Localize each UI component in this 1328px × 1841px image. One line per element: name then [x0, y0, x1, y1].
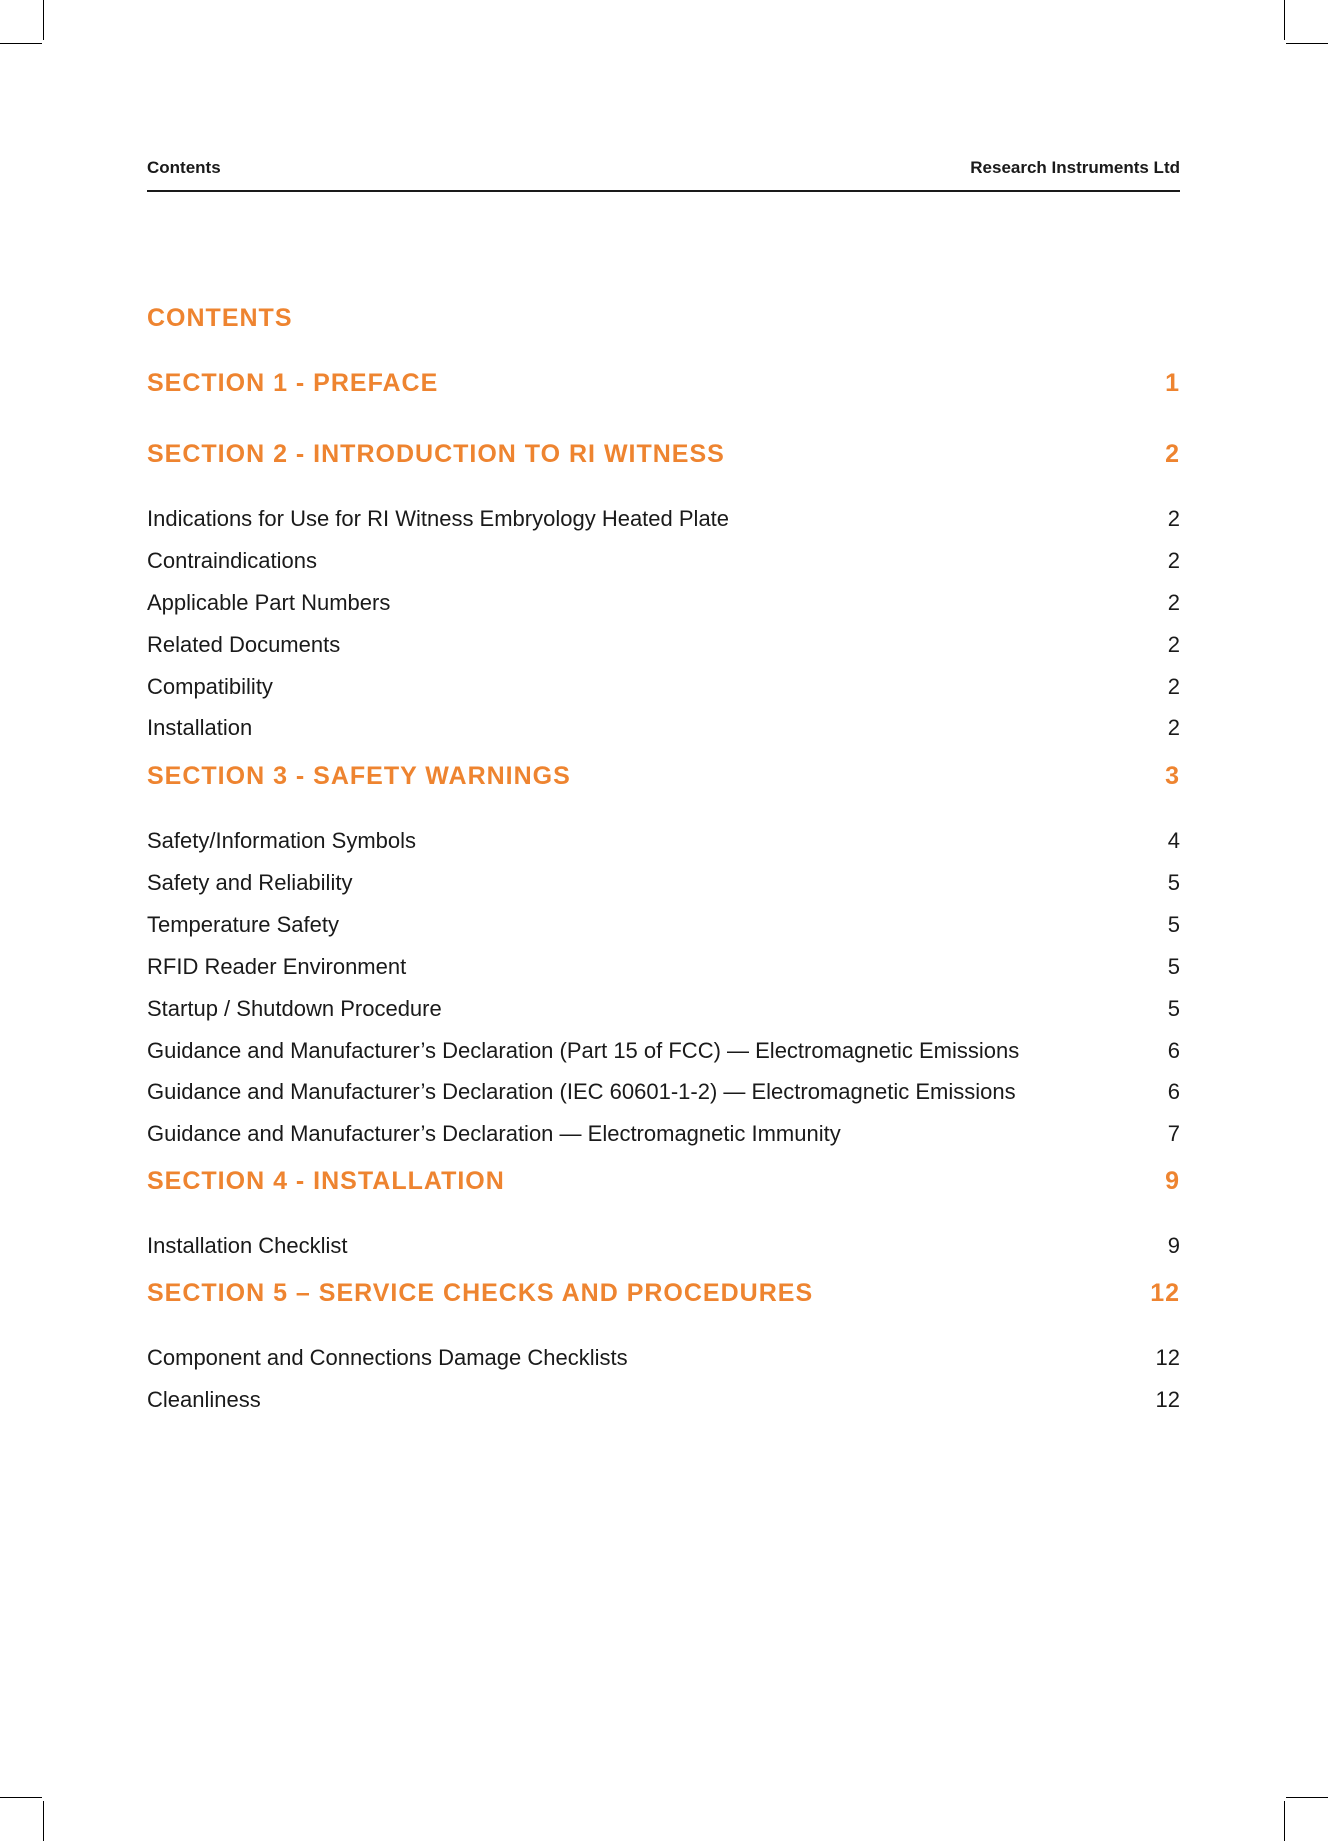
- page-header: [147, 156, 1180, 192]
- toc-section-row[interactable]: [147, 1279, 1180, 1308]
- header-section-name: Contents: [147, 158, 221, 177]
- toc-section-page: 1: [1165, 369, 1180, 397]
- toc-section-page: 2: [1165, 440, 1180, 468]
- toc-entry-page: 2: [1167, 548, 1180, 573]
- toc-entry-label: Component and Connections Damage Checklists: [147, 1345, 628, 1370]
- page-title: CONTENTS: [147, 304, 293, 332]
- crop-mark-bottom-right-vertical: [1284, 1801, 1285, 1841]
- toc-entry-label: Guidance and Manufacturer’s Declaration — Electromagnetic Immunity: [147, 1121, 841, 1146]
- toc-section-page: 9: [1165, 1167, 1180, 1195]
- toc-section-label: SECTION 3 - SAFETY WARNINGS: [147, 762, 571, 790]
- toc-entry-label: Installation Checklist: [147, 1233, 348, 1258]
- toc-entry-row[interactable]: [147, 954, 1180, 980]
- toc-section-label: SECTION 2 - INTRODUCTION TO RI WITNESS: [147, 440, 725, 468]
- crop-mark-top-left-vertical: [43, 0, 44, 40]
- toc-section-label: SECTION 5 – SERVICE CHECKS AND PROCEDURES: [147, 1279, 814, 1307]
- toc-entry-row[interactable]: [147, 996, 1180, 1022]
- toc-entry-label: Contraindications: [147, 548, 317, 573]
- toc-entry-label: Applicable Part Numbers: [147, 590, 391, 615]
- toc-entry-page: 9: [1167, 1233, 1180, 1258]
- toc-section-page: 3: [1165, 762, 1180, 790]
- toc-entry-row[interactable]: [147, 1121, 1180, 1147]
- toc-section-label: SECTION 1 - PREFACE: [147, 369, 439, 397]
- crop-mark-top-right-vertical: [1284, 0, 1285, 40]
- toc-entry-page: 5: [1167, 870, 1180, 895]
- toc-entry-page: 2: [1167, 632, 1180, 657]
- toc-entry-page: 5: [1167, 912, 1180, 937]
- toc-entry-row[interactable]: [147, 1079, 1180, 1105]
- toc-entry-row[interactable]: [147, 828, 1180, 854]
- toc-entry-row[interactable]: [147, 590, 1180, 616]
- toc-entry-page: 6: [1167, 1079, 1180, 1104]
- toc-section-label: SECTION 4 - INSTALLATION: [147, 1167, 505, 1195]
- toc-section-row[interactable]: [147, 369, 1180, 398]
- toc-entry-label: Guidance and Manufacturer’s Declaration (IEC 60601-1-2) — Electromagnetic Emissions: [147, 1079, 1016, 1104]
- toc-section-page: 12: [1150, 1279, 1180, 1307]
- toc-entry-page: 12: [1155, 1345, 1180, 1370]
- toc-entry-row[interactable]: [147, 715, 1180, 741]
- toc-entry-page: 5: [1167, 996, 1180, 1021]
- toc-entry-label: Guidance and Manufacturer’s Declaration (Part 15 of FCC) — Electromagnetic Emissions: [147, 1038, 1020, 1063]
- toc-entry-row[interactable]: [147, 1233, 1180, 1259]
- toc-entry-label: Temperature Safety: [147, 912, 339, 937]
- toc-entry-page: 4: [1167, 828, 1180, 853]
- toc-entry-page: 2: [1167, 506, 1180, 531]
- toc-entry-page: 7: [1167, 1121, 1180, 1146]
- toc-entry-label: Cleanliness: [147, 1387, 261, 1412]
- toc-entry-label: Startup / Shutdown Procedure: [147, 996, 442, 1021]
- toc-entry-label: Installation: [147, 715, 253, 740]
- toc-entry-label: Safety and Reliability: [147, 870, 353, 895]
- toc-entry-row[interactable]: [147, 912, 1180, 938]
- toc-entry-row[interactable]: [147, 1345, 1180, 1371]
- toc-entry-row[interactable]: [147, 1387, 1180, 1413]
- toc-entry-row[interactable]: [147, 632, 1180, 658]
- toc-entry-label: Compatibility: [147, 674, 273, 699]
- toc-entry-row[interactable]: [147, 870, 1180, 896]
- toc-section-row[interactable]: [147, 1167, 1180, 1196]
- toc-entry-label: RFID Reader Environment: [147, 954, 407, 979]
- crop-mark-bottom-right-horizontal: [1286, 1797, 1328, 1798]
- toc-section-row[interactable]: [147, 440, 1180, 469]
- toc-entry-page: 5: [1167, 954, 1180, 979]
- toc-section-row[interactable]: [147, 762, 1180, 791]
- crop-mark-bottom-left-horizontal: [0, 1797, 42, 1798]
- toc-entry-row[interactable]: [147, 506, 1180, 532]
- toc-entry-label: Safety/Information Symbols: [147, 828, 417, 853]
- crop-mark-bottom-left-vertical: [43, 1801, 44, 1841]
- crop-mark-top-left-horizontal: [0, 43, 42, 44]
- crop-mark-top-right-horizontal: [1286, 43, 1328, 44]
- toc-entry-page: 6: [1167, 1038, 1180, 1063]
- header-company-name: Research Instruments Ltd: [970, 158, 1180, 177]
- toc-entry-page: 12: [1155, 1387, 1180, 1412]
- toc-entry-row[interactable]: [147, 548, 1180, 574]
- toc-entry-page: 2: [1167, 715, 1180, 740]
- toc-entry-label: Indications for Use for RI Witness Embryology Heated Plate: [147, 506, 730, 531]
- toc-entry-label: Related Documents: [147, 632, 341, 657]
- toc-entry-row[interactable]: [147, 674, 1180, 700]
- toc-entry-page: 2: [1167, 674, 1180, 699]
- toc-entry-page: 2: [1167, 590, 1180, 615]
- toc-entry-row[interactable]: [147, 1038, 1180, 1064]
